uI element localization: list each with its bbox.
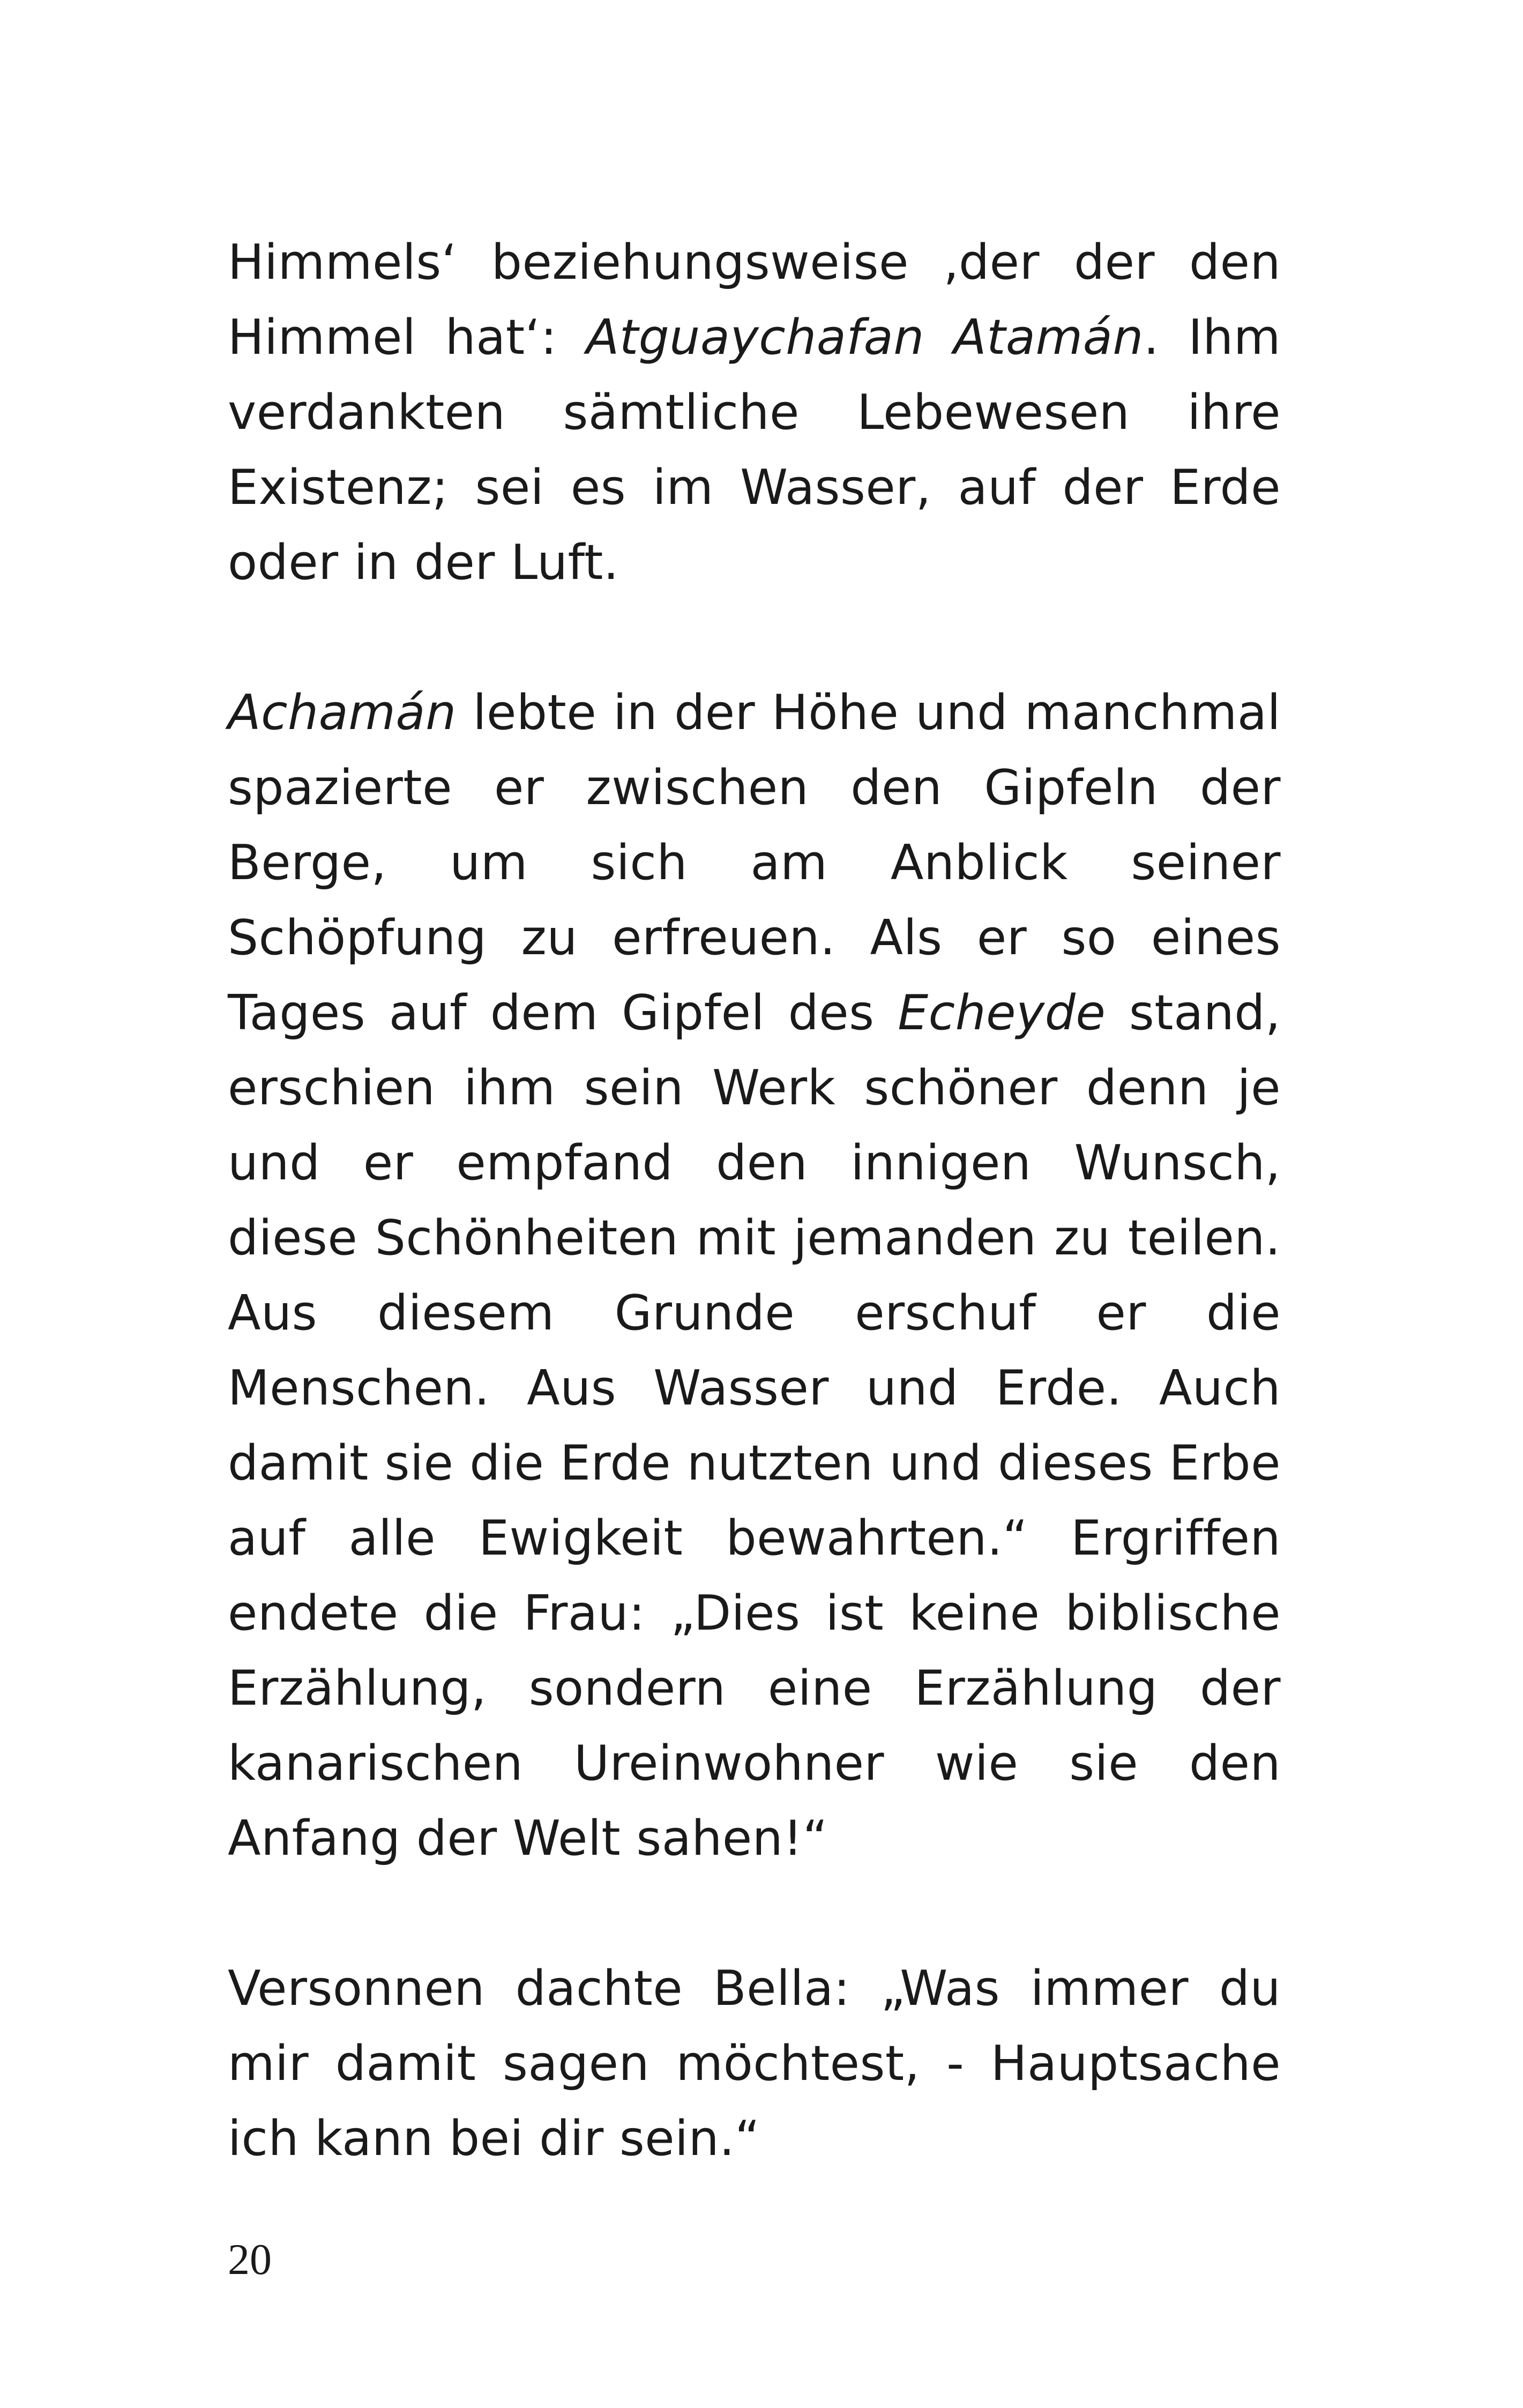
body-text [228, 225, 1281, 2176]
paragraph-1-italic-name: Atguaychafan Atamán [586, 309, 1144, 366]
paragraph-1-text-end: . Ihm verdankten sämtliche Lebewesen ihre Existenz; sei es im Wasser, auf der Erde oder in der Luft. [228, 309, 1281, 591]
paragraph-2 [228, 675, 1281, 1876]
paragraph-1 [228, 225, 1281, 600]
paragraph-2-italic-place: Echeyde [898, 985, 1106, 1041]
paragraph-2-text: lebte in der Höhe und manchmal spazierte er zwischen den Gipfeln der Berge, um sich am Anblick seiner Schöpfung zu erfreuen. Als er so eines Tages auf dem Gipfel des [228, 685, 1281, 1041]
page-number: 20 [228, 2235, 272, 2284]
paragraph-3 [228, 1951, 1281, 2176]
paragraph-1-text: Himmels‘ beziehungsweise ‚der der den Himmel hat‘: [228, 234, 1281, 366]
paragraph-3-text: Versonnen dachte Bella: „Was immer du mir damit sagen möchtest, - Hauptsache ich kann bei dir sein.“ [228, 1960, 1281, 2167]
paragraph-2-text-end: stand, erschien ihm sein Werk schöner denn je und er empfand den innigen Wunsch, diese Schönheiten mit jemanden zu teilen. Aus diesem Grunde erschuf er die Menschen. Aus Wasser und Erde. Auch damit sie die Erde nutzten und dieses Erbe auf alle Ewigkeit bewahrten.“ Ergriffen endete die Frau: „Dies ist keine biblische Erzählung, sondern eine Erzählung der kanarischen Ureinwohner wie sie den Anfang der Welt sahen!“ [228, 985, 1281, 1867]
paragraph-2-italic-name: Achamán [228, 685, 457, 741]
